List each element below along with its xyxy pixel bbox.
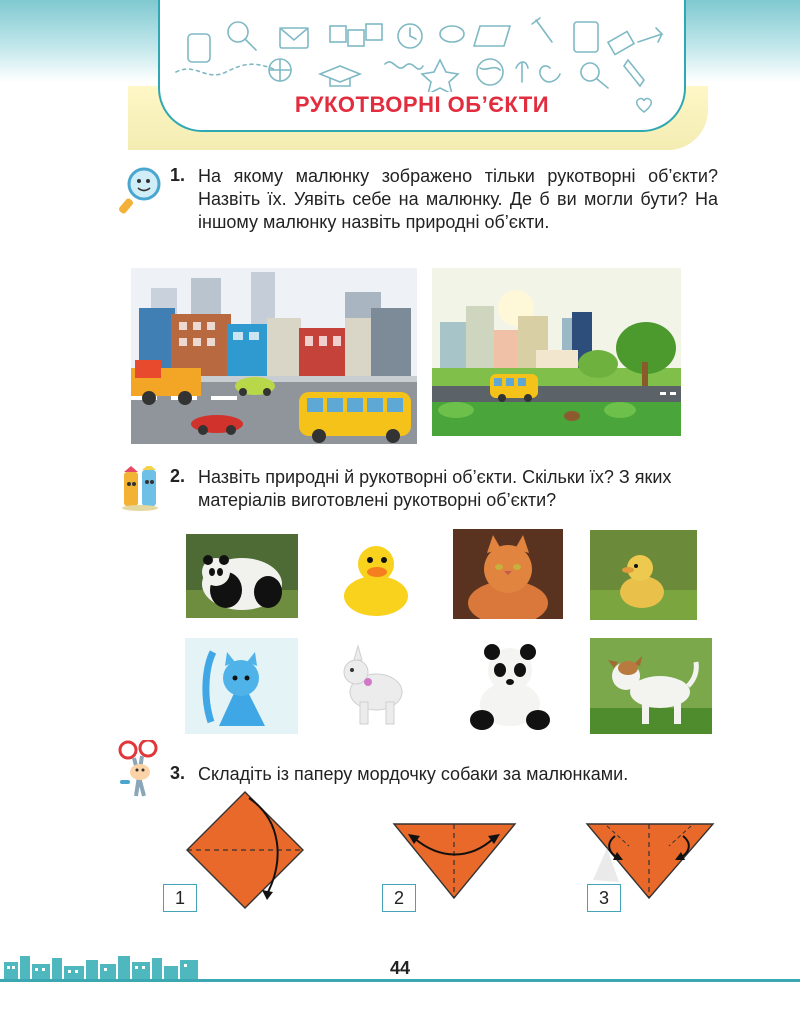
exercise-2-text: Назвіть природні й рукотворні об’єкти. Скільки їх? З яких матеріалів виготовлені рукотворні об’єкти?	[198, 467, 672, 510]
scissors-mascot-icon	[114, 740, 166, 802]
city-park-illustration	[432, 268, 681, 436]
photo-ginger-cat	[453, 529, 563, 619]
exercise-3-text: Складіть із паперу мордочку собаки за малюнками.	[198, 764, 629, 784]
step-label-3: 3	[587, 884, 621, 912]
page-title: РУКОТВОРНІ ОБ’ЄКТИ	[294, 92, 550, 117]
exercise-2-number: 2.	[170, 466, 186, 486]
step-label-1: 1	[163, 884, 197, 912]
pencil-mascots-icon	[118, 466, 166, 512]
photo-duckling	[590, 530, 697, 620]
city-street-illustration	[131, 268, 417, 444]
heart-icon	[634, 96, 654, 114]
photo-panda	[186, 534, 298, 618]
step-label-2: 2	[382, 884, 416, 912]
photo-plush-panda	[460, 640, 560, 732]
photo-jack-russell	[590, 638, 712, 734]
photo-rubber-duck	[338, 534, 412, 618]
title-card	[158, 0, 686, 132]
exercise-1-number: 1.	[170, 165, 186, 185]
photo-paper-cat	[185, 638, 298, 734]
school-doodles-icon	[170, 12, 678, 92]
origami-step-1-diagram	[185, 790, 305, 910]
exercise-3-number: 3.	[170, 763, 186, 783]
footer-divider	[0, 979, 800, 982]
page-number: 44	[389, 958, 411, 978]
magnifier-mascot-icon	[118, 166, 166, 214]
exercise-1-text: На якому малюнку зображено тільки рукотворні об’єкти? Назвіть їх. Уявіть себе на малюнку. Де б ви могли бути? На іншому малюнку назвіть природні об’єкти.	[198, 166, 718, 232]
photo-plush-dog	[330, 638, 414, 734]
